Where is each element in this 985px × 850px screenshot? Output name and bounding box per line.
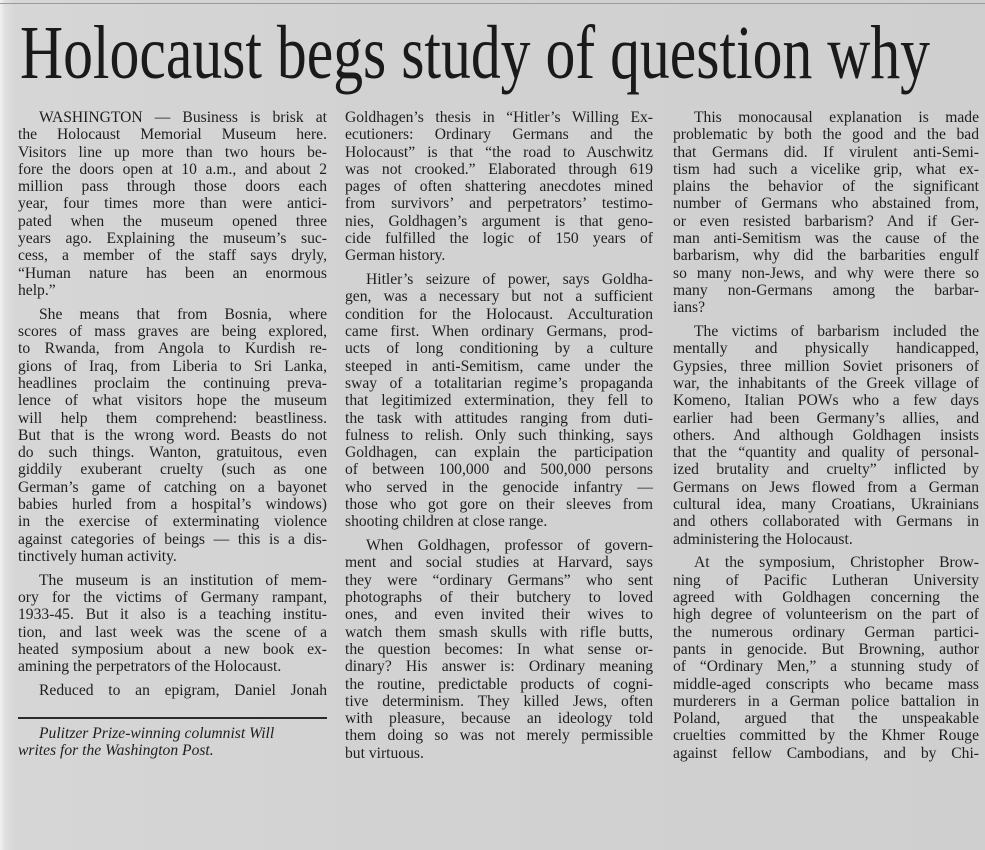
text-line: Komeno, Italian POWs who a few days (673, 392, 979, 410)
text-line: Hitler’s seizure of power, says Goldha- (366, 271, 653, 289)
paper-edge (0, 0, 6, 850)
text-line: watch them smash skulls with rifle butts, (345, 623, 653, 641)
text-line: Goldhagen, can explain the participation (345, 444, 653, 462)
text-line: pants in genocide. But Browning, author (673, 640, 979, 658)
paragraph (18, 572, 327, 676)
text-line: million pass through those doors each (18, 178, 327, 196)
text-line: years ago. Explaining the museum’s suc- (18, 230, 327, 248)
text-line: scores of mass graves are being explored, (18, 323, 327, 341)
text-line: ning of Pacific Lutheran University (673, 571, 979, 589)
text-line: fulness to relish. Only such thinking, says (345, 426, 653, 444)
text-line: Holocaust” is that “the road to Auschwitz (345, 143, 653, 161)
text-line: ones, and even invited their wives to (345, 606, 653, 624)
text-line: year, four times more than were antici- (18, 195, 327, 213)
text-line: so many non-Jews, and why were there so (673, 264, 979, 282)
paragraph (673, 109, 979, 317)
paragraph (18, 306, 327, 565)
text-line: they were “ordinary Germans” who sent (345, 571, 653, 589)
text-line: steeped in anti-Semitism, came under the (345, 357, 653, 375)
text-line: Visitors line up more than two hours be- (18, 143, 327, 161)
text-line: or even resisted barbarism? And if Ger- (673, 212, 979, 230)
text-line: Poland, argued that the unspeakable (673, 710, 979, 728)
paragraph (345, 109, 653, 265)
text-line: ment and social studies at Harvard, says (345, 554, 653, 572)
text-line: gions of Iraq, from Liberia to Sri Lanka, (18, 357, 327, 375)
text-line: help.” (18, 281, 56, 299)
author-note-line: writes for the Washington Post. (18, 742, 214, 760)
paragraph (673, 323, 979, 548)
text-line: the task with attitudes ranging from duti- (345, 409, 653, 427)
text-line: will help them comprehend: beastliness. (18, 409, 327, 427)
text-line: many non-Germans among the barbar- (673, 281, 979, 299)
text-line: earlier had been Germany’s allies, and (673, 409, 979, 427)
text-line: of between 100,000 and 500,000 persons (345, 461, 653, 479)
text-line: plains the behavior of the significant (673, 178, 979, 196)
text-line: The museum is an institution of mem- (39, 571, 327, 589)
top-rule (0, 3, 985, 4)
text-line: man anti-Semitism was the cause of the (673, 230, 979, 248)
text-line: the routine, predictable products of cogni- (345, 675, 653, 693)
text-line: The victims of barbarism included the (694, 323, 979, 341)
text-line: amining the perpetrators of the Holocaust. (18, 658, 282, 676)
text-line: 1933-45. But it also is a teaching institu- (18, 606, 327, 624)
text-line: came first. When ordinary Germans, prod- (345, 323, 653, 341)
text-line: German history. (345, 247, 446, 265)
text-line: from survivors’ and perpetrators’ testimo- (345, 195, 653, 213)
text-line: cess, a member of the staff says dryly, (18, 247, 327, 265)
text-line: WASHINGTON — Business is brisk at (39, 109, 327, 126)
text-line: headlines proclaim the continuing preva- (18, 374, 327, 392)
text-line: Germans on Jews flowed from a German (673, 478, 979, 496)
headline: Holocaust begs study of question why (20, 11, 930, 95)
text-line: ucts of long conditioning by a culture (345, 340, 653, 358)
text-line: Goldhagen’s thesis in “Hitler’s Willing Ex- (345, 109, 653, 126)
text-line: fore the doors open at 10 a.m., and about 2 (18, 160, 327, 178)
text-line: lence of what visitors hope the museum (18, 392, 327, 410)
text-line: high degree of volunteerism on the part of (673, 606, 979, 624)
text-line: who served in the genocide infantry — (345, 478, 653, 496)
text-line: agreed with Goldhagen concerning the (673, 589, 979, 607)
text-line: cultural idea, many Croatians, Ukrainians (673, 496, 979, 514)
text-line: tion, and last week was the scene of a (18, 623, 327, 641)
paragraph (673, 554, 979, 762)
text-line: At the symposium, Christopher Brow- (694, 554, 979, 572)
text-line: middle-aged conscripts who became mass (673, 675, 979, 693)
text-line: problematic by both the good and the bad (673, 126, 979, 144)
text-line: tinctively human activity. (18, 547, 177, 565)
text-line: war, the inhabitants of the Greek village of (673, 374, 979, 392)
paragraph (18, 109, 327, 299)
text-line: pated when the museum opened three (18, 212, 327, 230)
author-note-divider (18, 717, 327, 719)
text-line: them doing so was not merely permissible (345, 727, 653, 745)
text-line: She means that from Bosnia, where (39, 305, 327, 323)
text-line: ians? (673, 299, 706, 317)
text-line: against categories of beings — this is a dis- (18, 530, 327, 548)
text-line: ecutioners: Ordinary Germans and the (345, 126, 653, 144)
text-line: Gypsies, three million Soviet prisoners of (673, 357, 979, 375)
text-line: the numerous ordinary German partici- (673, 623, 979, 641)
text-line: tism had such a vicelike grip, what ex- (673, 160, 979, 178)
author-note-line: Pulitzer Prize-winning columnist Will (39, 725, 275, 742)
text-line: cide fulfilled the logic of 150 years of (345, 230, 653, 248)
text-line: pages of often shattering anecdotes mined (345, 178, 653, 196)
paragraph (345, 537, 653, 762)
text-line: shooting children at close range. (345, 513, 548, 531)
text-line: giddily exuberant cruelty (such as one (18, 461, 327, 479)
text-line: This monocausal explanation is made (694, 109, 979, 126)
text-line: with pleasure, because an ideology told (345, 710, 653, 728)
text-line: condition for the Holocaust. Acculturation (345, 305, 653, 323)
article-column-2 (345, 109, 653, 768)
article-column-3 (673, 109, 979, 768)
text-line: number of Germans who abstained from, (673, 195, 979, 213)
text-line: the Holocaust Memorial Museum here. (18, 126, 327, 144)
text-line: heated symposium about a new book ex- (18, 640, 327, 658)
text-line: but virtuous. (345, 744, 424, 762)
text-line: nies, Goldhagen’s argument is that geno- (345, 212, 653, 230)
text-line: was not crooked.” Elaborated through 619 (345, 160, 653, 178)
paragraph (18, 682, 327, 699)
text-line: Reduced to an epigram, Daniel Jonah (39, 682, 327, 699)
text-line: dinary? His answer is: Ordinary meaning (345, 658, 653, 676)
text-line: When Goldhagen, professor of govern- (366, 537, 653, 555)
text-line: babies hurled from a hospital’s windows) (18, 496, 327, 514)
text-line: do such things. Wanton, gratuitous, even (18, 444, 327, 462)
paragraph (345, 271, 653, 530)
text-line: sway of a totalitarian regime’s propaganda (345, 374, 653, 392)
text-line: barbarism, why did the barbarities engulf (673, 247, 979, 265)
text-line: mentally and physically handicapped, (673, 340, 979, 358)
text-line: against fellow Cambodians, and by Chi- (673, 744, 979, 762)
text-line: others. And although Goldhagen insists (673, 426, 979, 444)
text-line: that legitimized extermination, they fell to (345, 392, 653, 410)
text-line: to Rwanda, from Angola to Kurdish re- (18, 340, 327, 358)
text-line: those who got gore on their sleeves from (345, 496, 653, 514)
text-line: murderers in a German police battalion in (673, 692, 979, 710)
text-line: and others collaborated with Germans in (673, 513, 979, 531)
text-line: tive determinism. They killed Jews, often (345, 692, 653, 710)
text-line: gen, was a necessary but not a sufficient (345, 288, 653, 306)
text-line: ized brutality and cruelty” inflicted by (673, 461, 979, 479)
text-line: that Germans did. If virulent anti-Semi- (673, 143, 979, 161)
text-line: administering the Holocaust. (673, 530, 853, 548)
text-line: German’s game of catching on a bayonet (18, 478, 327, 496)
text-line: of “Ordinary Men,” a stunning study of (673, 658, 979, 676)
text-line: cruelties committed by the Khmer Rouge (673, 727, 979, 745)
text-line: that the “quantity and quality of personal- (673, 444, 979, 462)
text-line: “Human nature has been an enormous (18, 264, 327, 282)
author-note (18, 725, 327, 760)
text-line: in the exercise of exterminating violence (18, 513, 327, 531)
text-line: the question becomes: In what sense or- (345, 640, 653, 658)
text-line: But that is the wrong word. Beasts do not (18, 426, 327, 444)
text-line: photographs of their butchery to loved (345, 589, 653, 607)
article-column-1 (18, 109, 327, 706)
text-line: ory for the victims of Germany rampant, (18, 589, 327, 607)
